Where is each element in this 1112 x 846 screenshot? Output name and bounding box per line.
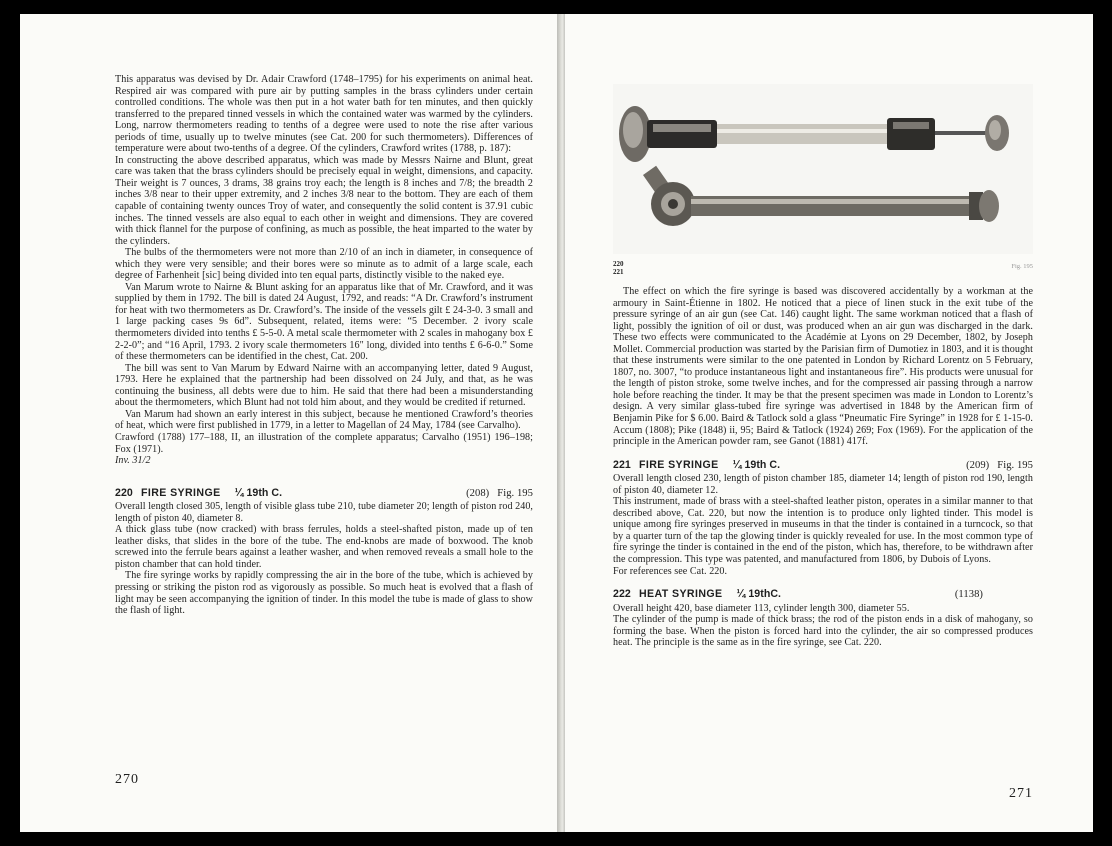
fire-syringes-photo [613,84,1033,254]
paragraph: The cylinder of the pump is made of thick brass; the rod of the piston ends in a disk of mahogany, so forming the base. When the piston is forced hard into the cylinder, the air so compressed produces heat. The principle is the same as in the fire syringe, see Cat. 220. [613,614,1033,649]
references: For references see Cat. 220. [613,565,728,577]
entry-number: 220 [115,486,133,499]
plate-number-221: 221 [613,268,624,276]
quotation: In constructing the above described apparatus, which was made by Messrs Nairne and Blunt, great care was taken that the brass cylinders should be precisely equal in weight, dimensions, and capacity. Their weight is 7 ounces, 3 drams, 38 grains troy each; the length is 8 inches and 7/8; the breadth 2 inches 3/8 near to their upper extremity, and 2 inches 3/8 near to the bottom. They are each of them capable of containing twenty ounces Troy of water, and consequently the solid content is 37.91 cubic inches. The tinned vessels are also equal to each other in weight and dimensions. They are covered with thick flannel for the purpose of confining, as much as possible, the heat imparted to the water by the cylinders. [115,154,533,247]
entry-heading-220 [115,488,533,500]
left-page [20,14,560,832]
paragraph: The bulbs of the thermometers were not more than 2/10 of an inch in diameter, in consequence of which they were very sensible; and their bores were so minute as to admit of a large scale, each degree of Farhenheit [sic] being divided into ten equal parts, distinctly visible to the naked eye. [115,247,533,282]
paragraph: Van Marum wrote to Nairne & Blunt asking for an apparatus like that of Mr. Crawford, and it was supplied by them in 1792. The bill is dated 24 August, 1792, and reads: “A Dr. Crawford’s instrument for heat with two thermometers as Dr. Crawford’s. The inside of the vessels gilt £ 24-3-0. 3 small and 1 large packing cases 9s 6d”. Subsequent, related, items were: “5 December. 2 ivory scale thermometers divided into tenths £ 5-5-0. A metal scale thermometer with 2 scales in mahogany box £ 2-2-0”; and “16 April, 1793. 2 ivory scale thermometers 16" long, divided into tenths £ 6-6-0.” Some of these thermometers can be identified in the chest, Cat. 200. [115,281,533,363]
paragraph: The fire syringe works by rapidly compressing the air in the bore of the tube, which is achieved by pressing or striking the piston rod as vigorously as possible. So much heat is evolved that a flash of light may be seen accompanying the ignition of tinder. In this model the tube is made of glass to show the flash of light. [115,570,533,617]
paragraph: This apparatus was devised by Dr. Adair Crawford (1748–1795) for his experiments on animal heat. Respired air was compared with pure air by putting samples in the brass cylinders under certain controlled conditions. The whole was then put in a hot water bath for ten minutes, and then quickly transferred to the prepared tinned vessels in which the contained water was warmed by the cylinders. Long, narrow thermometers reading to tenths of a degree were used to note the rise after various periods of time, usually up to twelve minutes (see Cat. 200 for such thermometers). Differences of temperature were about two-tenths of a degree. Of the cylinders, Crawford writes (1788, p. 187): [115,74,533,155]
entry-title: HEAT SYRINGE [639,588,723,601]
entry-ref: (209) [966,459,990,471]
entry-heading-221 [613,460,1033,472]
page-number: 271 [1009,786,1033,801]
references: Crawford (1788) 177–188, II, an illustration of the complete apparatus; Carvalho (1951) 196–198; Fox (1971). [115,431,533,455]
entry-number: 221 [613,458,631,471]
dimensions: Overall length closed 230, length of piston chamber 185, diameter 14; length of piston rod 190, length of piston 40, diameter 12. [613,473,1033,496]
references: Accum (1808); Pike (1848) ii, 95; Baird & Tatlock (1924) 269; Fox (1969). For the application of the principle in the American powder ram, see Ganot (1881) 417f. [613,424,1033,448]
paragraph: Van Marum had shown an early interest in this subject, because he mentioned Crawford’s theories of heat, which were first published in 1779, in a letter to Magellan of 24 May, 1784 (see Carvalho). [115,408,533,432]
inventory-number: Inv. 31/2 [115,455,151,467]
entry-heading-222 [613,589,1033,601]
brass-fire-syringe [643,166,999,226]
entry-date: ¼ 19thC. [736,588,782,601]
left-text-column [115,74,533,617]
right-text-column [613,286,1033,649]
entry-fig: Fig. 195 [497,487,533,499]
right-page [565,14,1093,832]
plate-numbers [613,260,624,276]
dimensions: Overall height 420, base diameter 113, cylinder length 300, diameter 55. [613,602,910,614]
paragraph: This instrument, made of brass with a steel-shafted leather piston, operates in a similar manner to that described above, Cat. 220, but now the intention is to produce only lighted tinder. This model is unique among fire syringes preserved in museums in that the tinder is contained in a turncock, so that by a quarter turn of the tap the glowing tinder is quickly revealed for use. In the most common type of fire syringe the tinder is contained in the end of the piston, which has, therefore, to be withdrawn after the compression. This type was patented, and manufactured from 1806, by Dubois of Lyons. [613,496,1033,566]
paragraph: The effect on which the fire syringe is based was discovered accidentally by a workman at the armoury in Saint-Étienne in 1802. He noticed that a piece of linen stuck in the exit tube of the pressure syringe of an air gun (see Cat. 146) caught light. The same workman noticed that a flash of light, possibly the ignition of oil or dust, was produced when an air gun was discharged in the dark. These two effects were communicated to the Académie at Lyons on 29 December, 1802, by Joseph Mollet. Commercial production was started by the Parisian firm of Dumotiez in 1803, and it is thought that these instruments were similar to the one patented in London by Richard Lorentz on 5 February, 1807, no. 3007, “to produce instantaneous light and instantaneous fire”. His products were unusual for the length of piston stroke, some twelve inches, and for the compressed air passing through a narrow hole before reaching the tinder. It may be that the present specimen was made in London to Lorentz’s design. A very similar glass-tubed fire syringe was advertised in 1848 by the American firm of Benjamin Pike for $ 6.00. Baird & Tatlock sold a glass “Pneumatic Fire Syringe” in 1928 for £ 1-15-0. [613,286,1033,425]
paragraph: A thick glass tube (now cracked) with brass ferrules, holds a steel-shafted piston, made up of ten leather disks, that slides in the bore of the tube. The end-knobs are made of boxwood. The knob screwed into the ferrule bears against a leather washer, and when removed reveals a small hole to the piston chamber that can hold tinder. [115,524,533,570]
entry-date: ¼ 19th C. [234,486,283,499]
syringe-illustration [613,84,1033,254]
entry-date: ¼ 19th C. [732,458,781,471]
page-number: 270 [115,772,139,787]
dimensions: Overall length closed 305, length of visible glass tube 210, tube diameter 20; length of piston rod 240, length of piston 40, diameter 8. [115,501,533,524]
glass-fire-syringe [619,106,1009,162]
entry-title: FIRE SYRINGE [639,458,719,471]
plate-number-220: 220 [613,260,624,268]
entry-ref: (1138) [954,589,983,601]
paragraph: The bill was sent to Van Marum by Edward Nairne with an accompanying letter, dated 9 August, 1793. Here he explained that the partnership had been dissolved on 24 July, and that, as he was continuing the business, all debts were due to him. He said that there had been a misunderstanding about the thermometers, which Blunt had not told him about, and they would be credited if returned. [115,362,533,409]
entry-fig: Fig. 195 [997,459,1033,471]
entry-number: 222 [613,588,631,601]
entry-title: FIRE SYRINGE [141,486,221,499]
entry-ref: (208) [466,487,490,499]
figure-caption: Fig. 195 [1011,263,1033,270]
